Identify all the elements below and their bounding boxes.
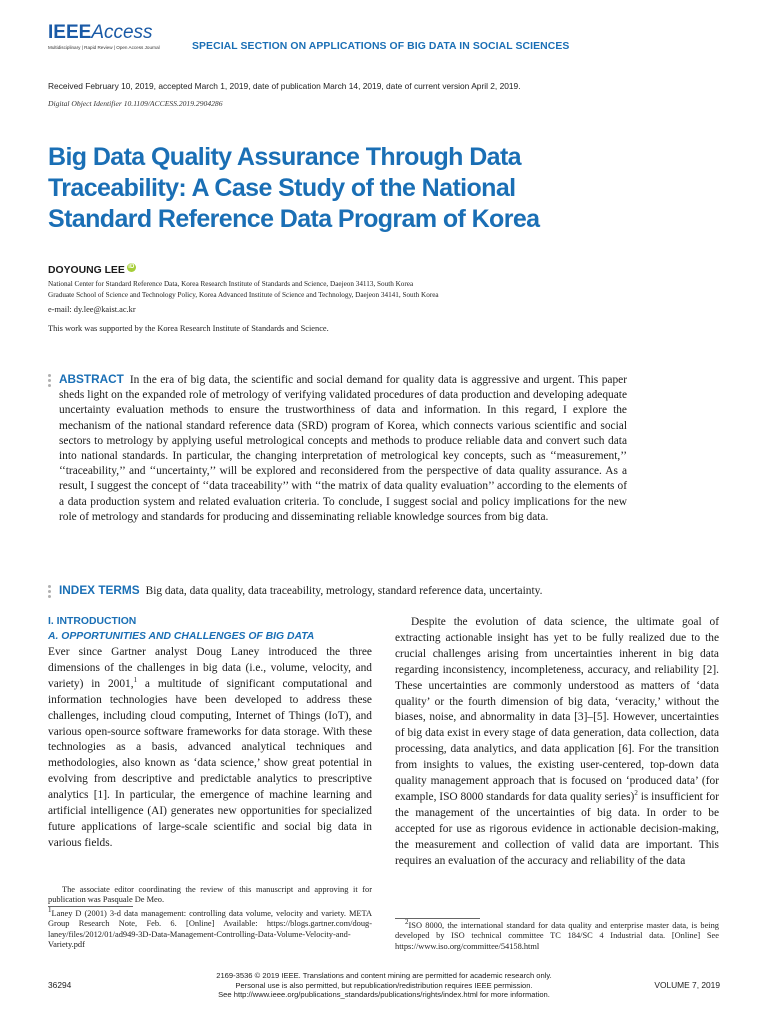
abstract-label: ABSTRACT — [59, 372, 124, 386]
title-line: Traceability: A Case Study of the National — [48, 174, 516, 202]
footnote — [48, 906, 372, 951]
copyright-notice — [168, 971, 600, 1000]
copyright-line: See http://www.ieee.org/publications_standards/publications/rights/index.html for more information. — [218, 990, 550, 1000]
footnote-text: Laney D (2001) 3-d data management: controlling data volume, velocity and variety. META Group Research Note, Feb. 6. [Online] Available: https://blogs.gartner.com/doug-laney/files/2012/01/ad949-3D-Data-Management-Controlling-Data-Volume-Velocity-and-Variety.pdf — [48, 909, 372, 950]
copyright-line: 2169-3536 © 2019 IEEE. Translations and content mining are permitted for academic research only. — [216, 971, 552, 980]
subsection-heading: A. OPPORTUNITIES AND CHALLENGES OF BIG DATA — [48, 631, 315, 642]
received-dates: Received February 10, 2019, accepted March 1, 2019, date of publication March 14, 2019, date of current version April 2, 2019. — [48, 81, 521, 91]
paragraph-text: Despite the evolution of data science, the ultimate goal of extracting actionable insight has yet to be fully realized due to the crucial challenges arising from uncertainties inherent in big data regarding inconsistency, incompleteness, accuracy, and reliability [2]. These uncertainties are commonly understood as matters of ‘data quality’ or the fourth dimension of big data, ‘veracity,’ without the biases, noise, and abnormality in data [3]–[5]. However, uncertainties of big data exist in every stage of data generation, data collection, data processing, data analytics, and data application [6]. For the transition from insights to values, the existing user-centered, top-down data quality management approach that is focused on ‘produced data’ (for example, ISO 8000 standards for data quality series) — [395, 616, 719, 803]
funding-note: This work was supported by the Korea Research Institute of Standards and Science. — [48, 324, 329, 333]
abstract-marker — [48, 374, 51, 389]
doi: Digital Object Identifier 10.1109/ACCESS.2019.2904286 — [48, 99, 223, 108]
logo-access: Access — [91, 22, 153, 43]
logo-tagline: Multidisciplinary | Rapid Review | Open Access Journal — [48, 45, 160, 50]
index-terms-text: Big data, data quality, data traceability, metrology, standard reference data, uncertainty. — [145, 585, 543, 597]
author-name — [48, 265, 136, 276]
abstract-text: In the era of big data, the scientific and social demand for quality data is aggressive and urgent. This paper sheds light on the expanded role of metrology of verifying validated procedures of data production and developing adequate uncertainty evaluation methods to ensure the trustworthiness of data and information. In this regard, I explore the mechanism of the national standard reference data (SRD) program of Korea, which connects various scientific and social sectors to metrology by applying useful metrological concepts and methods to produce reliable data and convert such data into national standards. In particular, the changing interpretation of metrological key concepts, such as ‘‘measurement,’’ ‘‘traceability,’’ and ‘‘uncertainty,’’ will be explored and reconsidered from the perspective of data quality assurance. As a result, I suggest the concept of ‘‘data traceability’’ with ‘‘the matrix of data quality evaluation’’ according to the elements of a data production system and related evaluation criteria. To conclude, I suggest social and policy implications for the new role of metrology and standards for producing and disseminating reliable knowledge sources from big data. — [59, 374, 627, 523]
author-name-text: DOYOUNG LEE — [48, 265, 125, 276]
footnote-divider — [48, 906, 133, 907]
index-terms-marker — [48, 585, 51, 600]
abstract — [59, 372, 627, 525]
footnote-mark: 1 — [48, 906, 52, 915]
author-email: e-mail: dy.lee@kaist.ac.kr — [48, 305, 136, 314]
affiliation: National Center for Standard Reference Data, Korea Research Institute of Standards and Science, Daejeon 34113, South Korea — [48, 280, 414, 288]
editor-note: The associate editor coordinating the review of this manuscript and approving it for publication was Pasquale De Meo. — [48, 885, 372, 905]
page-number: 36294 — [48, 980, 72, 990]
footnote-ref[interactable]: 1 — [133, 676, 138, 685]
special-section-title: SPECIAL SECTION ON APPLICATIONS OF BIG DATA IN SOCIAL SCIENCES — [192, 41, 570, 52]
left-column — [48, 615, 372, 852]
intro-paragraph — [48, 645, 372, 852]
footnote-mark: 2 — [405, 918, 409, 927]
journal-logo — [48, 22, 173, 54]
paragraph-text: Ever since Gartner analyst Doug Laney introduced the three dimensions of the challenges in big data (i.e., volume, velocity, and variety) in 2001, — [48, 646, 372, 690]
body-paragraph — [395, 615, 719, 870]
paragraph-text: is insufficient for the management of the uncertainties of big data. In order to be accepted for use as rigorous evidence in actionable decision-making, the measurement and collection of valid data are important. This requires an evaluation of the accuracy and reliability of the data — [395, 790, 719, 867]
index-terms-label: INDEX TERMS — [59, 583, 140, 597]
footnote — [395, 918, 719, 952]
orcid-icon[interactable]: iD — [128, 264, 135, 270]
right-column — [395, 615, 719, 870]
footnote-text: ISO 8000, the international standard for data quality and enterprise master data, is being developed by ISO technical committee TC 184/SC 4 Industrial data. [Online] See https://www.iso.org/committee/54158.html — [395, 921, 719, 951]
footnote-ref[interactable]: 2 — [634, 789, 638, 798]
affiliation: Graduate School of Science and Technology Policy, Korea Advanced Institute of Science and Technology, Daejeon 34141, South Korea — [48, 291, 439, 299]
volume-info: VOLUME 7, 2019 — [654, 980, 720, 990]
title-line: Big Data Quality Assurance Through Data — [48, 143, 521, 171]
paper-title — [48, 142, 608, 235]
paragraph-text: a multitude of significant computational and information technologies have been developed to address these challenges, including cloud computing, Internet of Things (IoT), and various open-source software frameworks for data storage. With these technologies as a basis, advanced analytical techniques and methodologies, also known as ‘data science,’ show great potential in evolving from descriptive and predictable analytics to prescriptive analytics [1]. In particular, the emergence of machine learning and artificial intelligence (AI) generates new opportunities for specialized future applications of large-scale scientific and social big data in various fields. — [48, 677, 373, 849]
index-terms — [59, 583, 542, 597]
section-heading: I. INTRODUCTION — [48, 616, 137, 627]
logo-wordmark — [48, 22, 153, 44]
title-line: Standard Reference Data Program of Korea — [48, 205, 540, 233]
copyright-line: Personal use is also permitted, but republication/redistribution requires IEEE permission. — [235, 980, 533, 990]
logo-ieee: IEEE — [48, 22, 92, 43]
